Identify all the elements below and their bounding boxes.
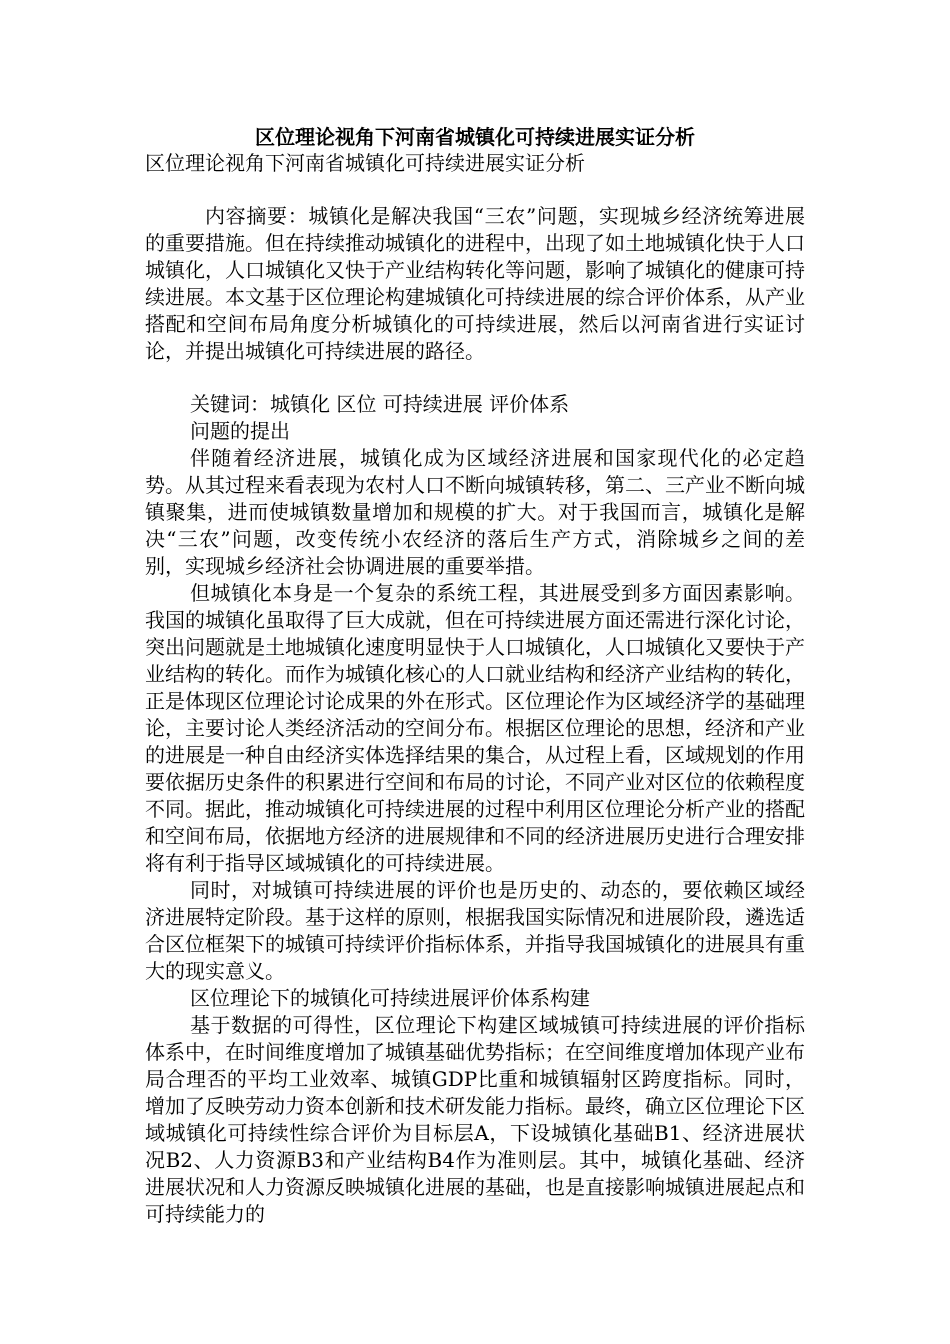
body-paragraph: 基于数据的可得性，区位理论下构建区域城镇可持续进展的评价指标体系中，在时间维度增加了城镇基础优势指标；在空间维度增加体现产业布局合理否的平均工业效率、城镇GDP比重和城镇辐射区跨度指标。同时，增加了反映劳动力资本创新和技术研发能力指标。最终，确立区位理论下区域城镇化可持续性综合评价为目标层A，下设城镇化基础B1、经济进展状况B2、人力资源B3和产业结构B4作为准则层。其中，城镇化基础、经济进展状况和人力资源反映城镇化进展的基础，也是直接影响城镇进展起点和可持续能力的 [145,1013,805,1226]
section-heading-problem: 问题的提出 [190,419,290,443]
body-paragraph: 伴随着经济进展，城镇化成为区域经济进展和国家现代化的必定趋势。从其过程来看表现为农村人口不断向城镇转移，第二、三产业不断向城镇聚集，进而使城镇数量增加和规模的扩大。对于我国而言，城镇化是解决“三农”问题，改变传统小农经济的落后生产方式，消除城乡之间的差别，实现城乡经济社会协调进展的重要举措。 [145,446,805,578]
body-paragraph: 但城镇化本身是一个复杂的系统工程，其进展受到多方面因素影响。我国的城镇化虽取得了巨大成就，但在可持续进展方面还需进行深化讨论，突出问题就是土地城镇化速度明显快于人口城镇化，人口城镇化又要快于产业结构的转化。而作为城镇化核心的人口就业结构和经济产业结构的转化，正是体现区位理论讨论成果的外在形式。区位理论作为区域经济学的基础理论，主要讨论人类经济活动的空间分布。根据区位理论的思想，经济和产业的进展是一种自由经济实体选择结果的集合，从过程上看，区域规划的作用要依据历史条件的积累进行空间和布局的讨论，不同产业对区位的依赖程度不同。据此，推动城镇化可持续进展的过程中利用区位理论分析产业的搭配和空间布局，依据地方经济的进展规律和不同的经济进展历史进行合理安排将有利于指导区域城镇化的可持续进展。 [145,581,805,875]
document-body [145,124,805,1228]
body-paragraph: 同时，对城镇可持续进展的评价也是历史的、动态的，要依赖区域经济进展特定阶段。基于这样的原则，根据我国实际情况和进展阶段，遴选适合区位框架下的城镇可持续评价指标体系，并指导我国城镇化的进展具有重大的现实意义。 [145,878,805,983]
document-subtitle: 区位理论视角下河南省城镇化可持续进展实证分析 [145,151,585,175]
keywords-line: 关键词：城镇化 区位 可持续进展 评价体系 [190,392,570,416]
section-heading-evaluation-system: 区位理论下的城镇化可持续进展评价体系构建 [190,986,590,1010]
document-title: 区位理论视角下河南省城镇化可持续进展实证分析 [255,125,695,149]
abstract-paragraph: 内容摘要：城镇化是解决我国“三农”问题，实现城乡经济统筹进展的重要措施。但在持续推动城镇化的进程中，出现了如土地城镇化快于人口城镇化，人口城镇化又快于产业结构转化等问题，影响了城镇化的健康可持续进展。本文基于区位理论构建城镇化可持续进展的综合评价体系，从产业搭配和空间布局角度分析城镇化的可持续进展，然后以河南省进行实证讨论，并提出城镇化可持续进展的路径。 [145,204,805,363]
